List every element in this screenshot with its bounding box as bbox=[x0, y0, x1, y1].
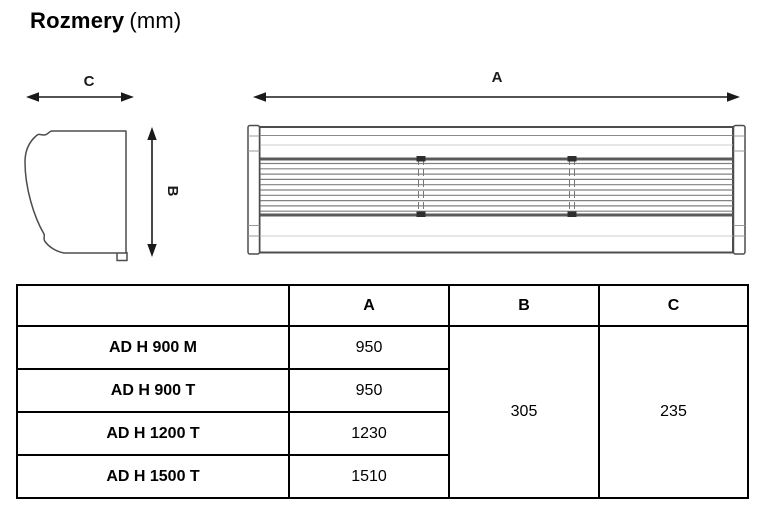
model-name: AD H 900 M bbox=[17, 326, 289, 369]
table-row bbox=[17, 326, 748, 369]
dimension-a-arrow bbox=[253, 92, 740, 101]
dimension-b-label: B bbox=[164, 185, 181, 197]
dimensions-table bbox=[16, 284, 749, 499]
model-name: AD H 1500 T bbox=[17, 455, 289, 498]
title-unit-text: (mm) bbox=[129, 8, 182, 33]
table-header-row bbox=[17, 285, 748, 326]
title-text: Rozmery bbox=[30, 8, 125, 33]
front-view-drawing bbox=[248, 126, 745, 255]
header-b: B bbox=[449, 285, 599, 326]
dimensions-diagram bbox=[0, 55, 771, 270]
dimension-c-arrow bbox=[26, 92, 134, 101]
dimension-a-value: 1230 bbox=[289, 412, 449, 455]
model-name: AD H 900 T bbox=[17, 369, 289, 412]
model-name: AD H 1200 T bbox=[17, 412, 289, 455]
header-c: C bbox=[599, 285, 748, 326]
dimension-b-arrow bbox=[147, 127, 156, 257]
page-title bbox=[30, 8, 181, 34]
side-view-drawing bbox=[25, 131, 127, 261]
dimension-a-value: 950 bbox=[289, 326, 449, 369]
dimension-a-value: 1510 bbox=[289, 455, 449, 498]
dimension-c-value: 235 bbox=[599, 326, 748, 498]
dimension-a-label: A bbox=[491, 69, 503, 86]
header-a: A bbox=[289, 285, 449, 326]
dimension-c-label: C bbox=[83, 73, 95, 90]
dimension-a-value: 950 bbox=[289, 369, 449, 412]
dimension-b-value: 305 bbox=[449, 326, 599, 498]
header-model bbox=[17, 285, 289, 326]
